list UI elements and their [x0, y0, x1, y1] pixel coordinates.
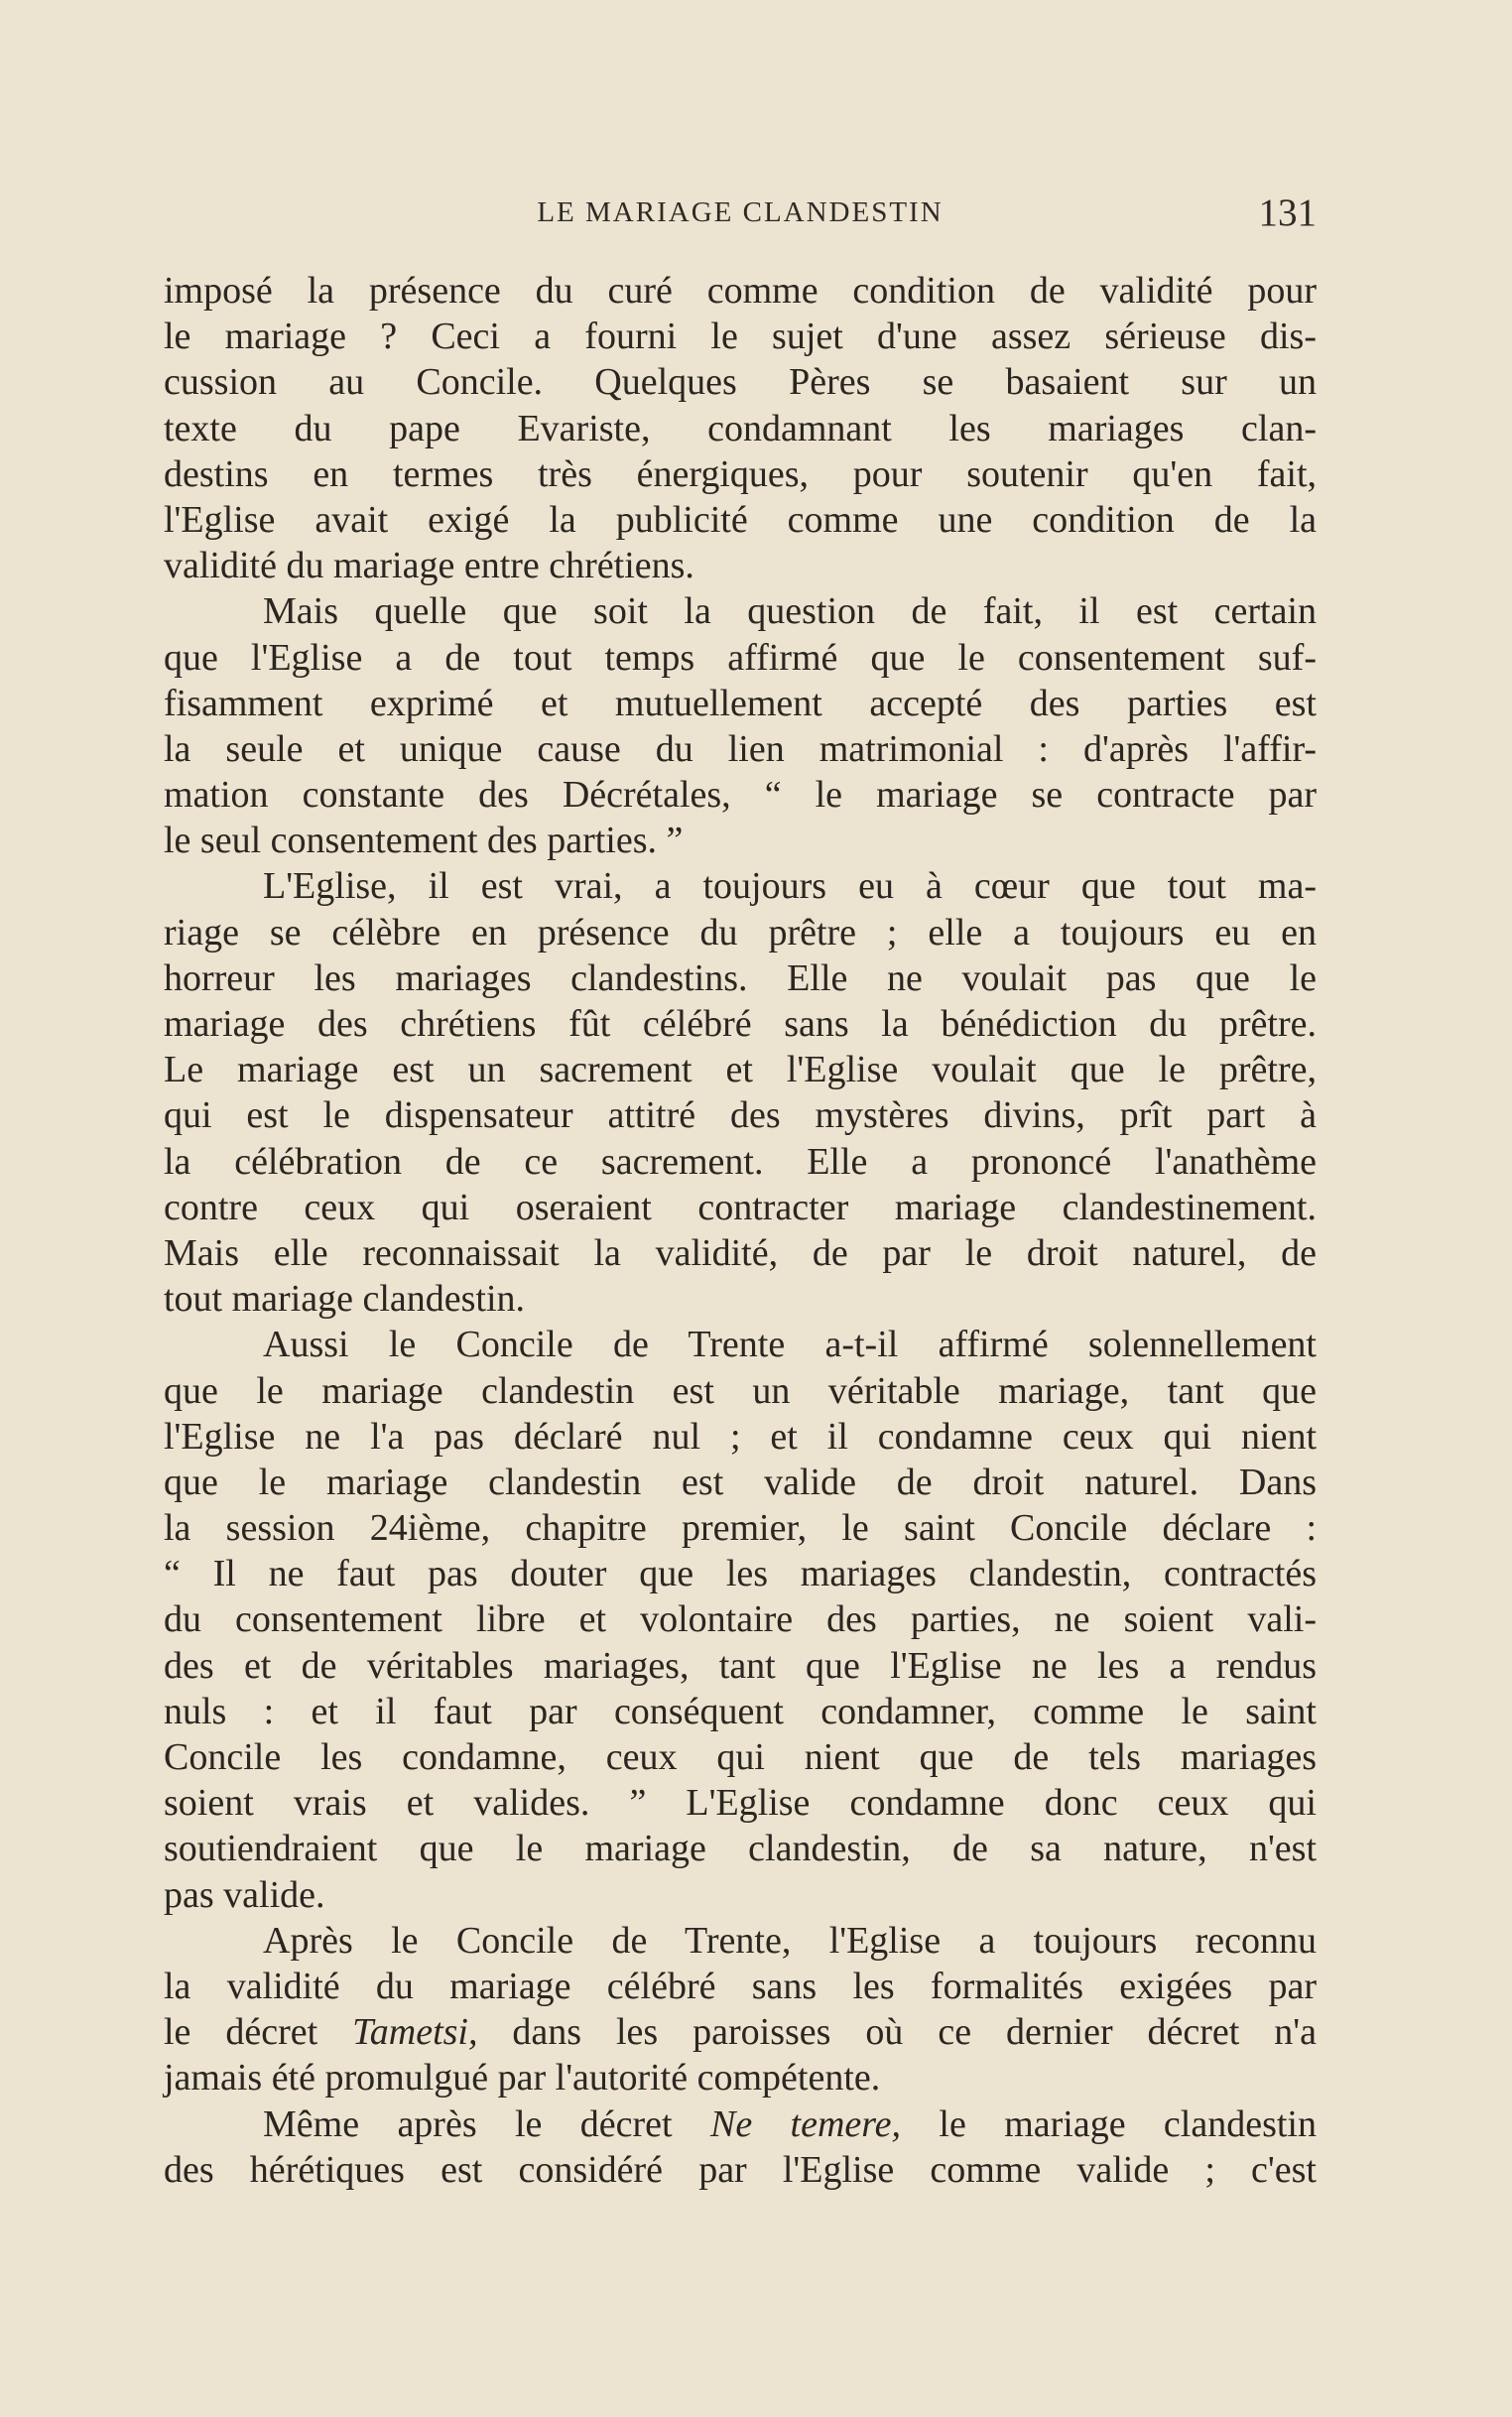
text-line: Mais quelle que soit la question de fait, il est certain: [263, 590, 1317, 633]
text-line: du consentement libre et volontaire des parties, ne soient vali-: [164, 1598, 1317, 1641]
text-line: le mariage ? Ceci a fourni le sujet d'une assez sérieuse dis-: [164, 316, 1317, 358]
text-line: qui est le dispensateur attitré des mystères divins, prît part à: [164, 1094, 1317, 1137]
text-line: fisamment exprimé et mutuellement accepté des parties est: [164, 682, 1317, 724]
text-line: [164, 2009, 1317, 2055]
text-line: soutiendraient que le mariage clandestin, de sa nature, n'est: [164, 1828, 1317, 1870]
text-line: “ Il ne faut pas douter que les mariages clandestin, contractés: [164, 1553, 1317, 1595]
text-line: que le mariage clandestin est valide de droit naturel. Dans: [164, 1461, 1317, 1503]
text-line: que l'Eglise a de tout temps affirmé que le consentement suf-: [164, 636, 1317, 679]
text-line: contre ceux qui oseraient contracter mariage clandestinement.: [164, 1186, 1317, 1228]
text-line: l'Eglise avait exigé la publicité comme une condition de la: [164, 498, 1317, 541]
text-line: jamais été promulgué par l'autorité compétente.: [164, 2057, 881, 2099]
text-line: Le mariage est un sacrement et l'Eglise voulait que le prêtre,: [164, 1049, 1317, 1091]
text-line: nuls : et il faut par conséquent condamner, comme le saint: [164, 1690, 1317, 1732]
text-line: la célébration de ce sacrement. Elle a prononcé l'anathème: [164, 1140, 1317, 1183]
text-line: pas valide.: [164, 1873, 325, 1916]
text-line: destins en termes très énergiques, pour soutenir qu'en fait,: [164, 452, 1317, 495]
text-line: le seul consentement des parties. ”: [164, 820, 684, 862]
text-line: la session 24ième, chapitre premier, le saint Concile déclare :: [164, 1507, 1317, 1550]
text-line: tout mariage clandestin.: [164, 1278, 526, 1321]
text-line: la seule et unique cause du lien matrimonial : d'après l'affir-: [164, 727, 1317, 770]
text-line: horreur les mariages clandestins. Elle ne voulait pas que le: [164, 956, 1317, 999]
page-number: 131: [1258, 191, 1317, 234]
text-line: Aussi le Concile de Trente a-t-il affirmé solennellement: [263, 1324, 1317, 1366]
text-line: [164, 2101, 1317, 2147]
text-line: validité du mariage entre chrétiens.: [164, 545, 694, 587]
text-line: Concile les condamne, ceux qui nient que de tels mariages: [164, 1736, 1317, 1778]
text-line: mation constante des Décrétales, “ le mariage se contracte par: [164, 774, 1317, 817]
text-line: des et de véritables mariages, tant que l'Eglise ne les a rendus: [164, 1644, 1317, 1687]
italic-title: Ne temere,: [709, 2102, 902, 2145]
text-line: riage se célèbre en présence du prêtre ; elle a toujours eu en: [164, 911, 1317, 954]
text-line: la validité du mariage célébré sans les formalités exigées par: [164, 1965, 1317, 2007]
text-line: Après le Concile de Trente, l'Eglise a toujours reconnu: [263, 1919, 1317, 1962]
running-title: LE MARIAGE CLANDESTIN: [537, 196, 944, 228]
text-line: L'Eglise, il est vrai, a toujours eu à cœur que tout ma-: [263, 865, 1317, 908]
italic-title: Tametsi,: [352, 2011, 478, 2054]
text-line: que le mariage clandestin est un véritable mariage, tant que: [164, 1369, 1317, 1412]
page-header: [164, 191, 1317, 240]
text-line: soient vrais et valides. ” L'Eglise condamne donc ceux qui: [164, 1782, 1317, 1825]
text-line: des hérétiques est considéré par l'Eglise comme valide ; c'est: [164, 2148, 1317, 2191]
text-segment: dans les paroisses où ce dernier décret n'a: [477, 2011, 1317, 2054]
text-line: cussion au Concile. Quelques Pères se basaient sur un: [164, 361, 1317, 404]
text-segment: Même après le décret: [263, 2102, 710, 2145]
body-text: [164, 268, 1317, 2193]
text-line: Mais elle reconnaissait la validité, de par le droit naturel, de: [164, 1231, 1317, 1274]
text-line: mariage des chrétiens fût célébré sans la bénédiction du prêtre.: [164, 1003, 1317, 1045]
text-line: l'Eglise ne l'a pas déclaré nul ; et il condamne ceux qui nient: [164, 1415, 1317, 1458]
text-segment: le mariage clandestin: [901, 2102, 1317, 2145]
text-line: texte du pape Evariste, condamnant les mariages clan-: [164, 407, 1317, 449]
text-segment: le décret: [164, 2011, 353, 2054]
text-line: imposé la présence du curé comme condition de validité pour: [164, 270, 1317, 312]
